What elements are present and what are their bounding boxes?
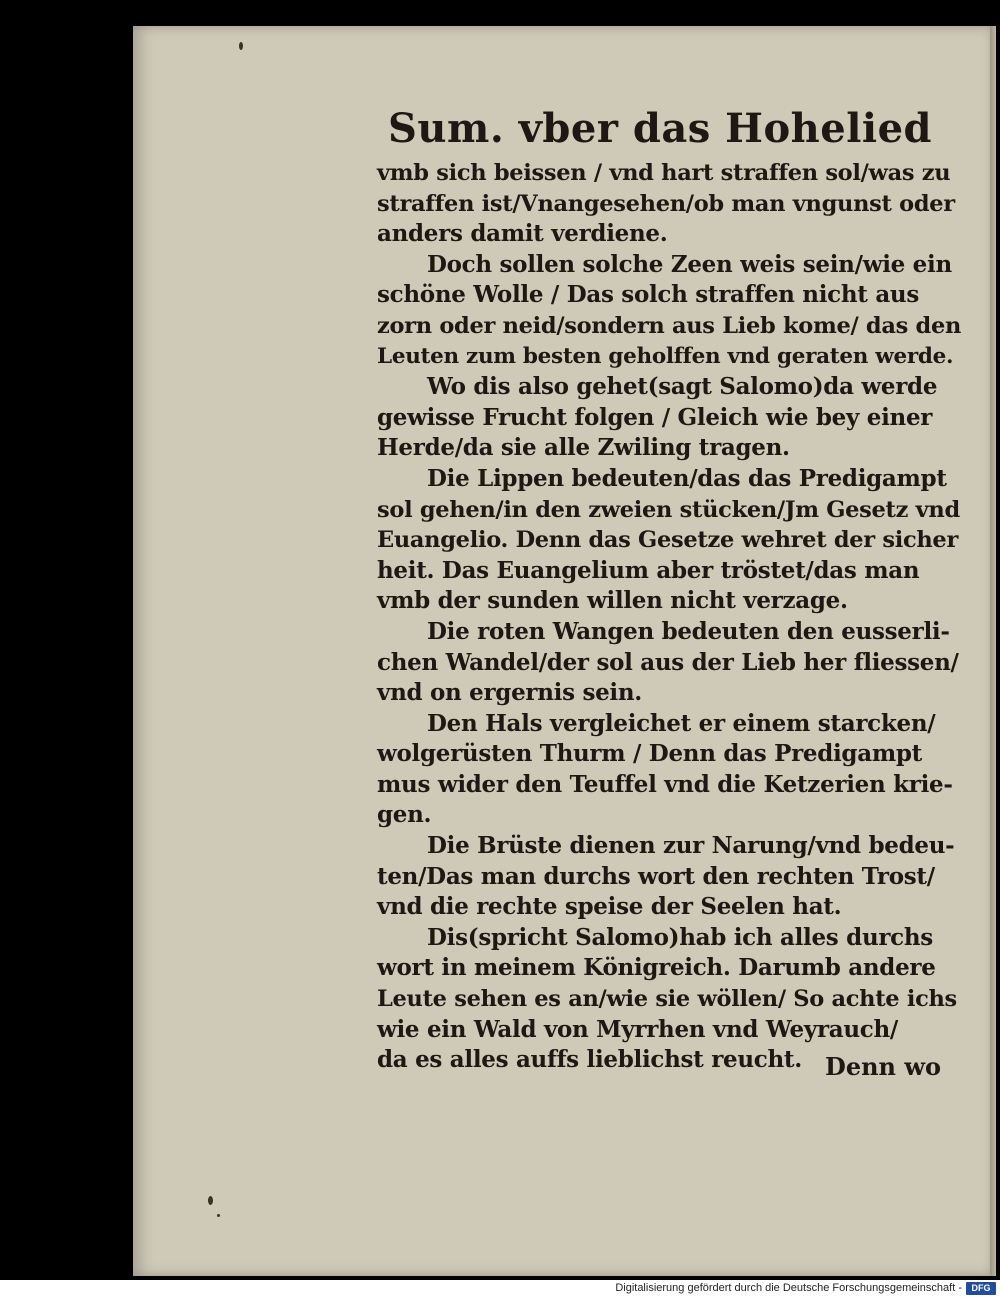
page-text xyxy=(377,100,962,1076)
text-line: Euangelio. Denn das Gesetze wehret der sicher xyxy=(377,527,959,554)
text-line: anders damit verdiene. xyxy=(377,220,668,248)
paragraph-start-line: Den Hals vergleichet er einem starcken/ xyxy=(427,709,936,737)
paragraph-start-line: Wo dis also gehet(sagt Salomo)da werde xyxy=(427,373,938,401)
paragraph-start-line: Die Lippen bedeuten/das das Predigampt xyxy=(427,464,947,492)
dfg-logo: DFG xyxy=(966,1282,996,1295)
text-line: wie ein Wald von Myrrhen vnd Weyrauch/ xyxy=(377,1015,899,1043)
text-line: wort in meinem Königreich. Darumb andere xyxy=(377,954,936,982)
text-line: vnd on ergernis sein. xyxy=(377,679,642,707)
funding-credit: Digitalisierung gefördert durch die Deutsche Forschungsgemeinschaft - xyxy=(615,1282,962,1294)
text-line: chen Wandel/der sol aus der Lieb her fliessen/ xyxy=(377,648,959,676)
ink-speck xyxy=(217,1214,220,1217)
running-head: Sum. vber das Hohelied xyxy=(388,105,932,152)
text-line: Herde/da sie alle Zwiling tragen. xyxy=(377,434,790,462)
ink-speck xyxy=(239,42,243,50)
page-edge xyxy=(990,26,996,1276)
footer-bar xyxy=(0,1280,1000,1297)
text-line: sol gehen/in den zweien stücken/Jm Gesetz vnd xyxy=(377,496,960,523)
text-line: da es alles auffs lieblichst reucht. xyxy=(377,1046,802,1074)
text-line: wolgerüsten Thurm / Denn das Predigampt xyxy=(377,740,922,768)
text-line: Leuten zum besten geholffen vnd geraten werde. xyxy=(377,343,954,369)
text-line: vnd die rechte speise der Seelen hat. xyxy=(377,893,842,921)
text-line: zorn oder neid/sondern aus Lieb kome/ das den xyxy=(377,312,962,339)
paragraph-start-line: Doch sollen solche Zeen weis sein/wie ein xyxy=(427,250,952,278)
text-line: ten/Das man durchs wort den rechten Trost/ xyxy=(377,862,935,890)
ink-speck xyxy=(208,1196,213,1205)
text-line: heit. Das Euangelium aber tröstet/das man xyxy=(377,556,920,584)
text-line: schöne Wolle / Das solch straffen nicht aus xyxy=(377,281,919,309)
text-line: gen. xyxy=(377,801,432,829)
paragraph-start-line: Dis(spricht Salomo)hab ich alles durchs xyxy=(427,923,933,951)
text-line: gewisse Frucht folgen / Gleich wie bey einer xyxy=(377,403,933,431)
paragraph-start-line: Die Brüste dienen zur Narung/vnd bedeu- xyxy=(427,832,955,860)
paragraph-start-line: Die roten Wangen bedeuten den eusserli- xyxy=(427,617,950,645)
text-line: mus wider den Teuffel vnd die Ketzerien krie- xyxy=(377,770,953,798)
text-line: vmb der sunden willen nicht verzage. xyxy=(377,587,848,615)
text-line: vmb sich beissen / vnd hart straffen sol/was zu xyxy=(377,160,951,186)
text-line: Leute sehen es an/wie sie wöllen/ So achte ichs xyxy=(377,986,957,1013)
text-line: straffen ist/Vnangesehen/ob man vngunst oder xyxy=(377,190,955,217)
catchword: Denn wo xyxy=(825,1052,942,1081)
